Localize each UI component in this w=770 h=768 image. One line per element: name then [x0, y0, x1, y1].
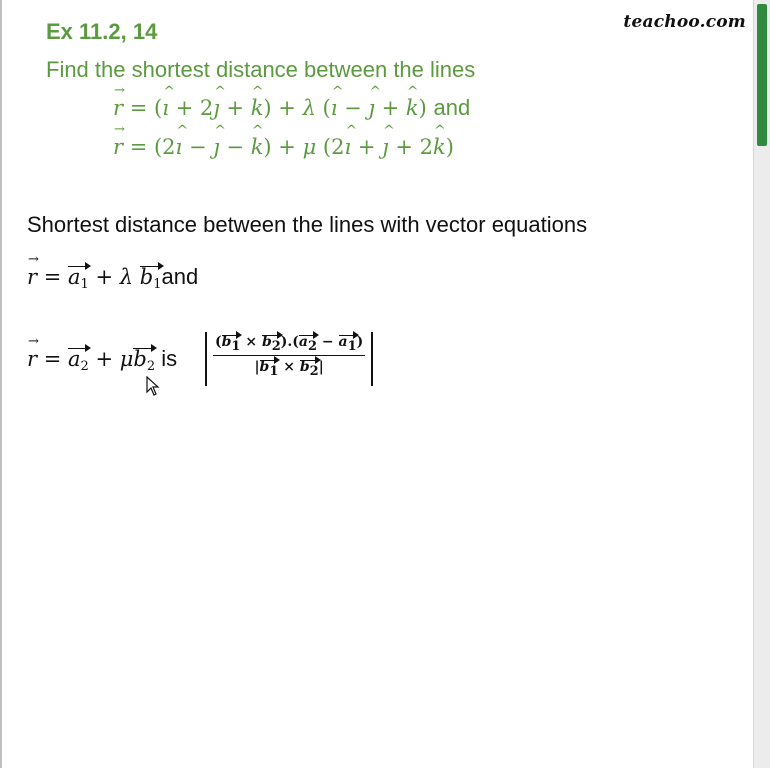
subscript: 1 [153, 277, 162, 292]
vector-a2 [299, 334, 317, 354]
paren: ).( [280, 334, 299, 350]
eq-text: − [219, 135, 251, 159]
subscript: 1 [80, 277, 89, 292]
and-word: and [161, 264, 199, 289]
unit-k: k ^ [406, 96, 419, 120]
vector-letter: b [221, 334, 232, 350]
mu-symbol: μ [119, 347, 134, 371]
teachoo-logo: teachoo.com [623, 12, 746, 32]
vector-letter: b [139, 265, 154, 289]
vector-b1 [222, 334, 241, 354]
vector-letter: b [259, 359, 270, 375]
subscript: 2 [271, 339, 281, 354]
line-equation-2 [113, 135, 454, 159]
eq-text: ) [418, 96, 434, 120]
times-sign: × [278, 359, 300, 375]
vector-letter: a [338, 334, 348, 350]
eq-text: ( [315, 96, 331, 120]
formula-numerator [213, 332, 365, 356]
vector-a1 [68, 265, 89, 292]
eq-text: + [374, 96, 406, 120]
vector-r: r → [27, 347, 37, 371]
left-border [0, 0, 2, 768]
explanation-text: Shortest distance between the lines with vector equations [27, 212, 588, 237]
vector-b2 [133, 347, 155, 374]
times-sign: × [240, 334, 262, 350]
mouse-cursor-icon [146, 376, 160, 396]
vector-r: r → [113, 96, 123, 120]
unit-j: ȷ ^ [368, 96, 375, 120]
eq-text: − [337, 96, 369, 120]
subscript: 2 [309, 364, 319, 379]
vector-a2 [68, 347, 89, 374]
vector-b2 [300, 359, 319, 379]
lambda-symbol: λ [119, 265, 134, 289]
eq-text: + 2 [388, 135, 433, 159]
vector-letter: b [133, 347, 147, 371]
eq-text: + [219, 96, 251, 120]
vertical-scrollbar[interactable] [753, 0, 770, 768]
vector-form-line-2 [27, 346, 177, 374]
lambda-symbol: λ [302, 96, 316, 120]
eq-text: ) + [263, 135, 303, 159]
paren: ) [356, 334, 364, 350]
unit-k: k ^ [251, 96, 264, 120]
eq-text: + [88, 265, 120, 289]
vector-b2 [262, 334, 281, 354]
eq-text: (2 [316, 135, 345, 159]
vector-a1 [339, 334, 357, 354]
vector-b1 [260, 359, 279, 379]
eq-text: + [88, 347, 120, 371]
vector-letter: a [298, 334, 308, 350]
unit-j: ȷ ^ [382, 135, 389, 159]
subscript: 1 [347, 339, 357, 354]
unit-j: ȷ ^ [213, 96, 220, 120]
subscript: 2 [80, 359, 89, 374]
eq-text: + [351, 135, 383, 159]
subscript: 1 [231, 339, 241, 354]
unit-i: ı ^ [344, 135, 351, 159]
eq-text: = ( [123, 96, 163, 120]
mu-symbol: μ [302, 135, 317, 159]
formula-denominator [213, 356, 365, 379]
eq-text: ) [445, 135, 454, 159]
vector-letter: a [68, 347, 81, 371]
minus-sign: − [317, 334, 339, 350]
vector-r: r → [113, 135, 123, 159]
subscript: 1 [269, 364, 279, 379]
vector-form-line-1 [27, 264, 198, 292]
vector-letter: b [299, 359, 310, 375]
vector-r: r → [27, 265, 37, 289]
scrollbar-thumb[interactable] [757, 4, 767, 146]
eq-text: = [37, 265, 68, 289]
eq-text: = (2 [123, 135, 176, 159]
vector-letter: b [261, 334, 272, 350]
distance-formula [205, 332, 373, 386]
eq-text: ) + [263, 96, 303, 120]
paren: ( [215, 334, 222, 350]
eq-text: − [182, 135, 214, 159]
abs-bar: | [254, 359, 260, 375]
eq-text: + 2 [168, 96, 214, 120]
vector-letter: a [68, 265, 81, 289]
is-word: is [155, 346, 178, 371]
unit-i: ı ^ [176, 135, 183, 159]
unit-i: ı ^ [162, 96, 169, 120]
subscript: 2 [146, 359, 156, 374]
eq-text: = [37, 347, 68, 371]
abs-bar: | [318, 359, 324, 375]
line-equation-1 [113, 95, 470, 121]
exercise-title: Ex 11.2, 14 [46, 19, 158, 44]
unit-j: ȷ ^ [213, 135, 220, 159]
subscript: 2 [308, 339, 318, 354]
vector-b1 [140, 265, 162, 292]
unit-i: ı ^ [331, 96, 338, 120]
unit-k: k ^ [433, 135, 446, 159]
unit-k: k ^ [251, 135, 264, 159]
question-text: Find the shortest distance between the lines [46, 57, 476, 82]
and-word: and [433, 95, 471, 120]
